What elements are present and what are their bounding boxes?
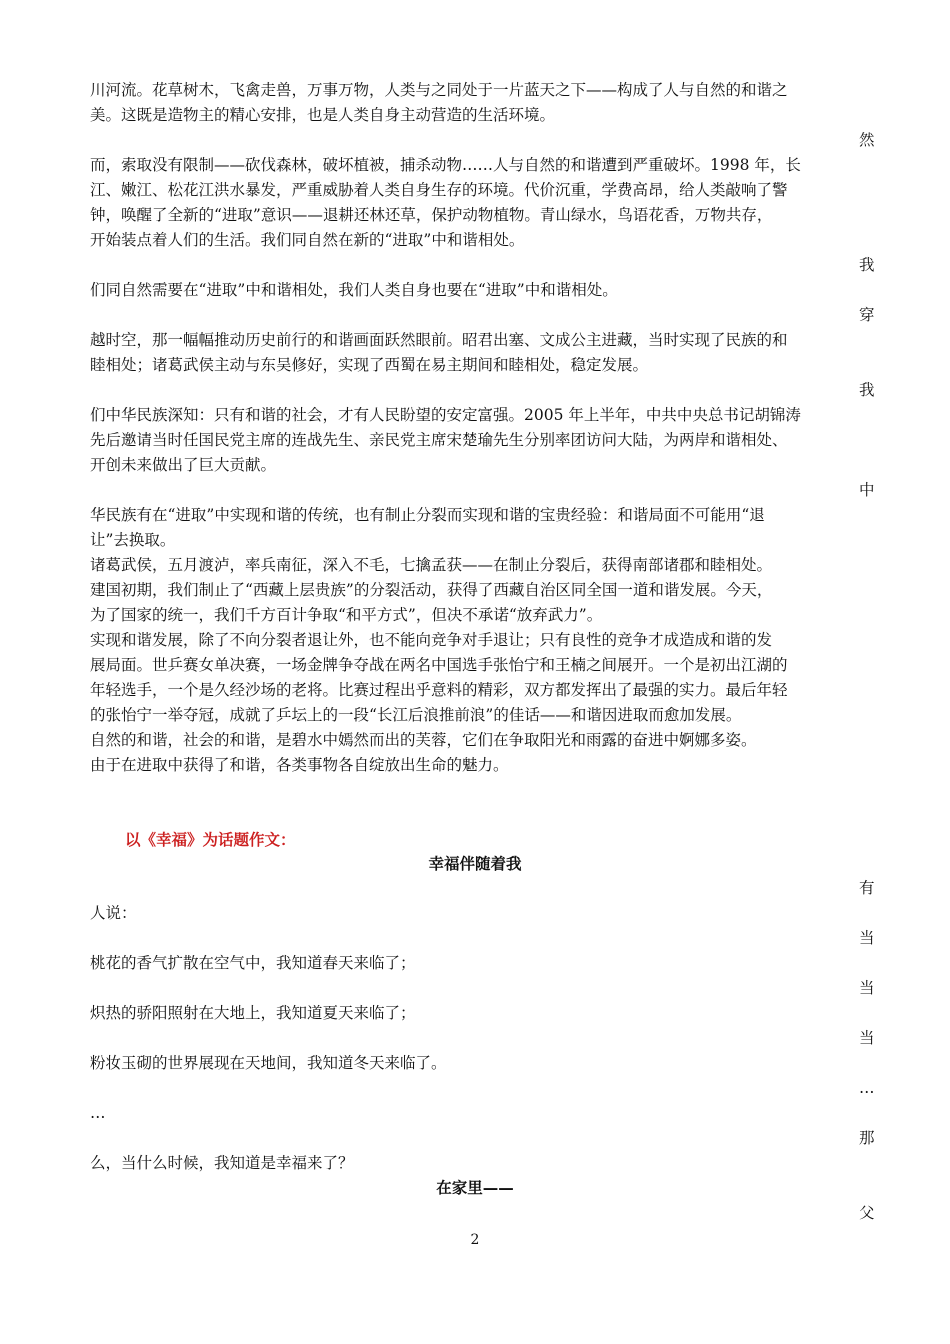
text-line: 么，当什么时候，我知道是幸福来了？ <box>90 1154 354 1172</box>
text-line: 开始装点着人们的生活。我们同自然在新的“进取”中和谐相处。 <box>90 231 525 249</box>
essay-heading: 在家里—— <box>436 1179 514 1197</box>
text-line: 华民族有在“进取”中实现和谐的传统，也有制止分裂而实现和谐的宝贵经验：和谐局面不可能用“退 <box>90 506 765 524</box>
wrapped-char: 那 <box>859 1129 875 1147</box>
text-line: 们同自然需要在“进取”中和谐相处，我们人类自身也要在“进取”中和谐相处。 <box>90 281 618 299</box>
text-line: 让”去换取。 <box>90 531 176 549</box>
text-line: 展局面。世乒赛女单决赛，一场金牌争夺战在两名中国选手张怡宁和王楠之间展开。一个是初出江湖的 <box>90 656 788 674</box>
wrapped-char: 当 <box>859 929 875 947</box>
text-line: 的张怡宁一举夺冠，成就了乒坛上的一段“长江后浪推前浪”的佳话——和谐因进取而愈加发展。 <box>90 706 742 724</box>
text-line: 建国初期，我们制止了“西藏上层贵族”的分裂活动，获得了西藏自治区同全国一道和谐发展。今天， <box>90 581 773 599</box>
wrapped-char: … <box>859 1079 875 1097</box>
text-line: 桃花的香气扩散在空气中，我知道春天来临了； <box>90 954 416 972</box>
text-line: 年轻选手，一个是久经沙场的老将。比赛过程出乎意料的精彩，双方都发挥出了最强的实力。最后年轻 <box>90 681 788 699</box>
text-line: 自然的和谐，社会的和谐，是碧水中嫣然而出的芙蓉，它们在争取阳光和雨露的奋进中婀娜多姿。 <box>90 731 757 749</box>
text-line: 实现和谐发展，除了不向分裂者退让外，也不能向竞争对手退让；只有良性的竞争才成造成和谐的发 <box>90 631 773 649</box>
topic-heading: 以《幸福》为话题作文： <box>125 831 296 849</box>
wrapped-char: 然 <box>859 131 875 149</box>
text-line: 诸葛武侯，五月渡泸，率兵南征，深入不毛，七擒孟获——在制止分裂后，获得南部诸郡和睦相处。 <box>90 556 773 574</box>
text-line: 们中华民族深知：只有和谐的社会，才有人民盼望的安定富强。2005 年上半年，中共中央总书记胡锦涛 <box>90 406 801 424</box>
text-line: 开创未来做出了巨大贡献。 <box>90 456 277 474</box>
wrapped-char: 我 <box>859 381 875 399</box>
text-line: 粉妆玉砌的世界展现在天地间，我知道冬天来临了。 <box>90 1054 447 1072</box>
text-line: 川河流。花草树木，飞禽走兽，万事万物，人类与之同处于一片蓝天之下——构成了人与自然的和谐之 <box>90 81 788 99</box>
text-line: 炽热的骄阳照射在大地上，我知道夏天来临了； <box>90 1004 416 1022</box>
text-line: 先后邀请当时任国民党主席的连战先生、亲民党主席宋楚瑜先生分别率团访问大陆，为两岸和谐相处、 <box>90 431 788 449</box>
text-line: 美。这既是造物主的精心安排，也是人类自身主动营造的生活环境。 <box>90 106 556 124</box>
wrapped-char: 父 <box>859 1204 875 1222</box>
text-line: 而，索取没有限制——砍伐森林，破坏植被，捕杀动物……人与自然的和谐遭到严重破坏。1998 年，长 <box>90 156 801 174</box>
text-line: … <box>90 1104 106 1122</box>
text-line: 江、嫩江、松花江洪水暴发，严重威胁着人类自身生存的环境。代价沉重，学费高昂，给人类敲响了警 <box>90 181 788 199</box>
text-line: 越时空，那一幅幅推动历史前行的和谐画面跃然眼前。昭君出塞、文成公主进藏，当时实现了民族的和 <box>90 331 788 349</box>
essay-heading: 幸福伴随着我 <box>428 855 522 873</box>
text-line: 睦相处；诸葛武侯主动与东吴修好，实现了西蜀在易主期间和睦相处，稳定发展。 <box>90 356 649 374</box>
wrapped-char: 中 <box>859 481 875 499</box>
text-line: 钟，唤醒了全新的“进取”意识——退耕还林还草，保护动物植物。青山绿水，鸟语花香，万物共存， <box>90 206 773 224</box>
page-number: 2 <box>470 1232 480 1248</box>
text-line: 人说： <box>90 904 137 922</box>
wrapped-char: 当 <box>859 979 875 997</box>
wrapped-char: 当 <box>859 1029 875 1047</box>
text-line: 为了国家的统一，我们千方百计争取“和平方式”，但决不承诺“放弃武力”。 <box>90 606 603 624</box>
text-line: 由于在进取中获得了和谐，各类事物各自绽放出生命的魅力。 <box>90 756 509 774</box>
wrapped-char: 穿 <box>859 306 875 324</box>
wrapped-char: 有 <box>859 879 875 897</box>
wrapped-char: 我 <box>859 256 875 274</box>
